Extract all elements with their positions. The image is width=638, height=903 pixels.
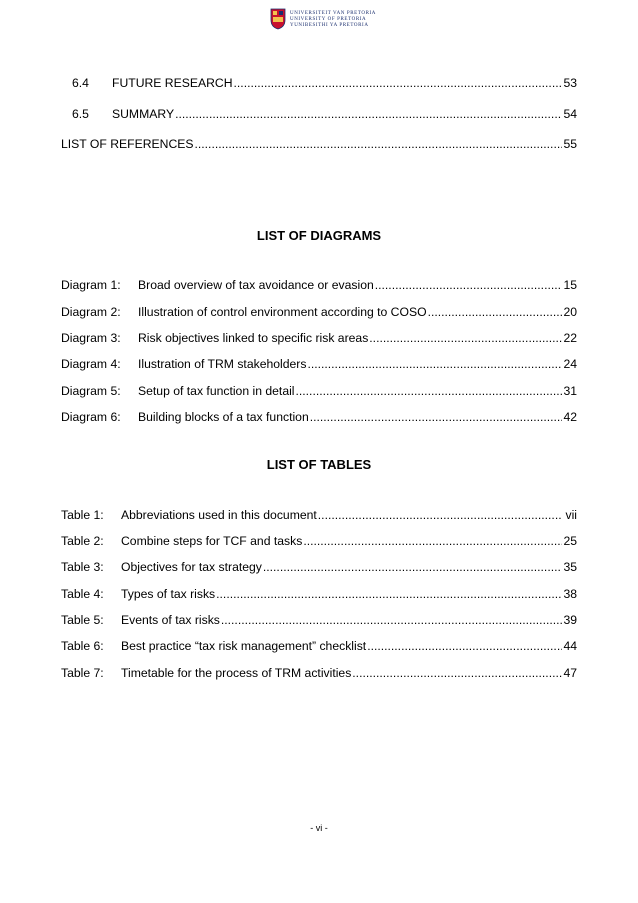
entry-number: Table 2: <box>61 534 104 548</box>
entry-page: 35 <box>563 560 577 574</box>
diagram-entry[interactable] <box>61 383 577 399</box>
diagram-entry[interactable] <box>61 304 577 320</box>
logo-line: YUNIBESITHI YA PRETORIA <box>290 23 369 28</box>
diagram-entry[interactable] <box>61 409 577 425</box>
diagram-entry[interactable] <box>61 356 577 372</box>
table-entry[interactable] <box>61 507 577 523</box>
entry-page: 24 <box>563 357 577 371</box>
logo-line: UNIVERSITY OF PRETORIA <box>290 17 367 22</box>
diagram-entry[interactable] <box>61 330 577 346</box>
entry-number: 6.4 <box>72 76 89 90</box>
entry-title: Events of tax risks <box>121 613 220 627</box>
entry-number: Diagram 3: <box>61 331 121 345</box>
entry-page: 55 <box>563 137 577 151</box>
entry-title: Best practice “tax risk management” checklist <box>121 639 367 653</box>
leader-dots <box>318 507 561 523</box>
entry-page: 39 <box>563 613 577 627</box>
entry-number: Diagram 2: <box>61 305 121 319</box>
toc-entry[interactable] <box>61 106 577 122</box>
leader-dots <box>221 612 563 628</box>
entry-page: vii <box>562 508 577 522</box>
entry-number: Table 6: <box>61 639 104 653</box>
list-of-tables-heading: LIST OF TABLES <box>266 457 372 472</box>
entry-page: 38 <box>563 587 577 601</box>
entry-title: Timetable for the process of TRM activities <box>121 666 352 680</box>
table-entry[interactable] <box>61 665 577 681</box>
entry-title: Building blocks of a tax function <box>138 410 309 424</box>
entry-number: Diagram 1: <box>61 278 121 292</box>
leader-dots <box>428 304 563 320</box>
toc-entry[interactable] <box>61 136 577 152</box>
entry-page: 25 <box>563 534 577 548</box>
list-of-diagrams-heading: LIST OF DIAGRAMS <box>256 228 382 243</box>
table-entry[interactable] <box>61 612 577 628</box>
logo-line: UNIVERSITEIT VAN PRETORIA <box>290 11 377 16</box>
leader-dots <box>263 559 563 575</box>
entry-title: Broad overview of tax avoidance or evasion <box>138 278 374 292</box>
entry-title: Ilustration of TRM stakeholders <box>138 357 307 371</box>
entry-number: Diagram 6: <box>61 410 121 424</box>
entry-page: 31 <box>563 384 577 398</box>
entry-title: FUTURE RESEARCH <box>112 76 233 90</box>
entry-number: Table 3: <box>61 560 104 574</box>
entry-title: Risk objectives linked to specific risk areas <box>138 331 369 345</box>
university-logo <box>270 6 377 40</box>
entry-title: Combine steps for TCF and tasks <box>121 534 303 548</box>
entry-number: Diagram 5: <box>61 384 121 398</box>
entry-page: 20 <box>563 305 577 319</box>
entry-title: Types of tax risks <box>121 587 216 601</box>
entry-number: Table 7: <box>61 666 104 680</box>
entry-number: 6.5 <box>72 107 89 121</box>
entry-page: 47 <box>563 666 577 680</box>
entry-page: 44 <box>563 639 577 653</box>
toc-entry[interactable] <box>61 75 577 91</box>
diagram-entry[interactable] <box>61 277 577 293</box>
leader-dots <box>307 356 562 372</box>
entry-page: 42 <box>563 410 577 424</box>
leader-dots <box>234 75 563 91</box>
leader-dots <box>367 638 562 654</box>
leader-dots <box>175 106 562 122</box>
entry-number: Table 1: <box>61 508 104 522</box>
page-number: - vi - <box>310 823 328 833</box>
entry-title: LIST OF REFERENCES <box>61 137 194 151</box>
entry-title: Objectives for tax strategy <box>121 560 262 574</box>
leader-dots <box>375 277 563 293</box>
leader-dots <box>369 330 562 346</box>
entry-page: 15 <box>563 278 577 292</box>
crest-icon <box>270 8 286 30</box>
table-entry[interactable] <box>61 638 577 654</box>
logo-text <box>290 11 376 29</box>
entry-number: Table 5: <box>61 613 104 627</box>
entry-page: 53 <box>563 76 577 90</box>
leader-dots <box>303 533 562 549</box>
entry-title: Abbreviations used in this document <box>121 508 317 522</box>
entry-number: Diagram 4: <box>61 357 121 371</box>
entry-title: Illustration of control environment according to COSO <box>138 305 427 319</box>
table-entry[interactable] <box>61 559 577 575</box>
leader-dots <box>296 383 563 399</box>
leader-dots <box>195 136 563 152</box>
entry-page: 22 <box>563 331 577 345</box>
leader-dots <box>352 665 562 681</box>
entry-page: 54 <box>563 107 577 121</box>
entry-title: SUMMARY <box>112 107 175 121</box>
leader-dots <box>216 586 562 602</box>
table-entry[interactable] <box>61 586 577 602</box>
table-entry[interactable] <box>61 533 577 549</box>
entry-title: Setup of tax function in detail <box>138 384 295 398</box>
leader-dots <box>310 409 563 425</box>
entry-number: Table 4: <box>61 587 104 601</box>
